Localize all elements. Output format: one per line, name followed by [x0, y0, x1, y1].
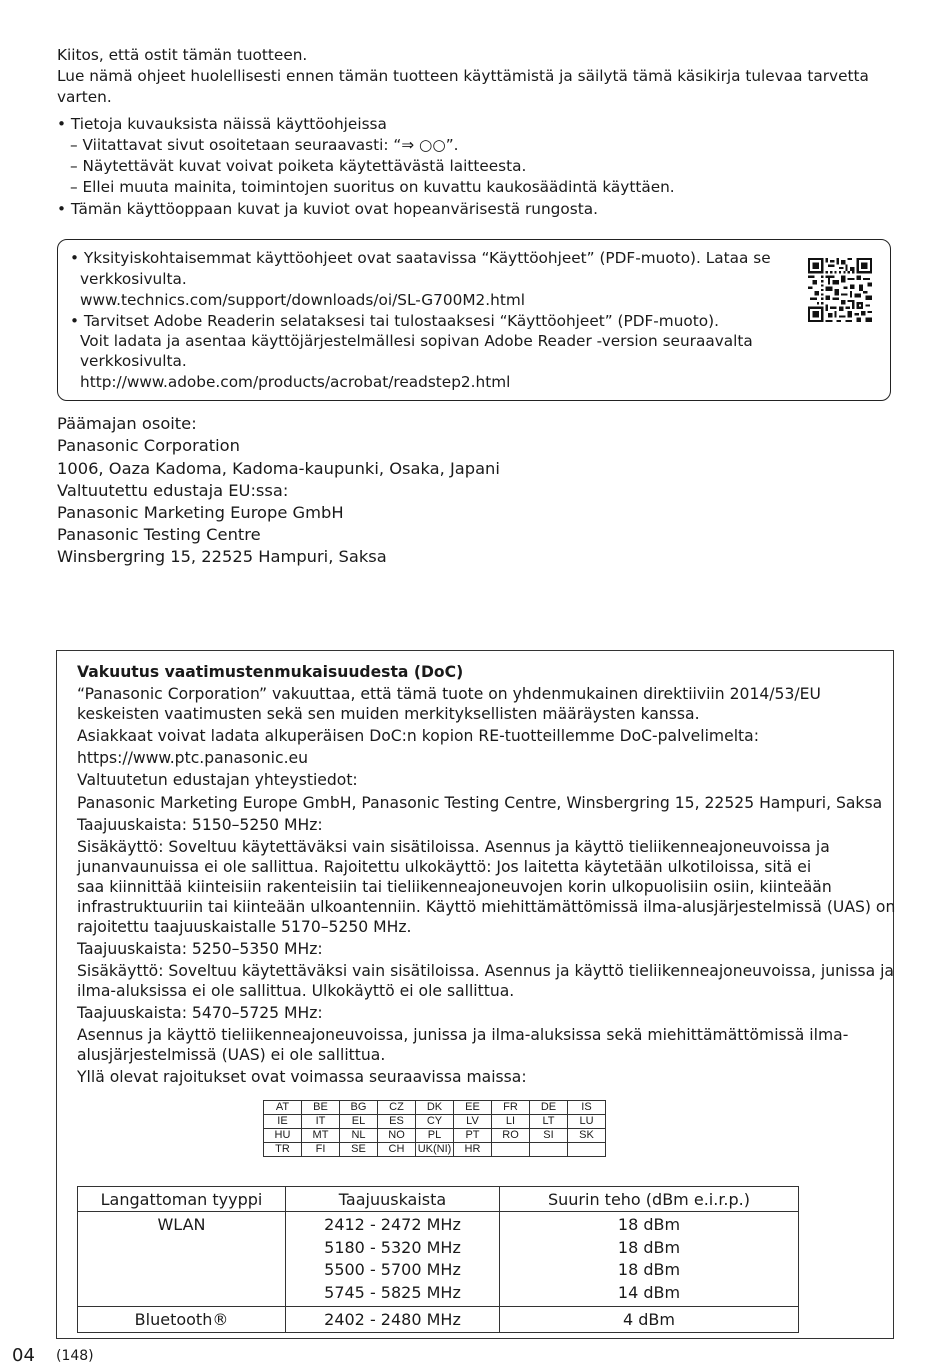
- col-header-type: Langattoman tyyppi: [78, 1187, 286, 1212]
- info-line-2: verkkosivulta.: [80, 270, 187, 288]
- col-header-band: Taajuuskaista: [286, 1187, 500, 1212]
- wireless-type-label: Bluetooth®: [134, 1310, 229, 1329]
- power-cell: [500, 1212, 799, 1307]
- qr-code-icon: [808, 258, 872, 322]
- table-row-bluetooth: [78, 1307, 799, 1333]
- country-cell: LV: [454, 1115, 492, 1129]
- band-value: 2412 - 2472 MHz: [324, 1215, 461, 1234]
- country-cell: EE: [454, 1101, 492, 1115]
- doc-link-ptc[interactable]: https://www.ptc.panasonic.eu: [77, 749, 309, 767]
- country-cell: CH: [378, 1143, 416, 1157]
- doc-title: Vakuutus vaatimustenmukaisuudesta (DoC): [77, 663, 464, 681]
- doc-line: Sisäkäyttö: Soveltuu käytettäväksi vain sisätiloissa. Asennus ja käyttö tieliikenneajoneuvoissa ja: [77, 838, 830, 856]
- country-cell: FI: [302, 1143, 340, 1157]
- doc-line: Taajuuskaista: 5470–5725 MHz:: [77, 1004, 323, 1022]
- country-cell: CY: [416, 1115, 454, 1129]
- country-cell: LI: [492, 1115, 530, 1129]
- country-cell: [568, 1143, 606, 1157]
- country-cell: SI: [530, 1129, 568, 1143]
- bullet-silver: • Tämän käyttöoppaan kuvat ja kuviot ovat hopeanvärisestä rungosta.: [57, 200, 598, 218]
- power-cell: [500, 1307, 799, 1333]
- wireless-type-label: WLAN: [157, 1215, 206, 1234]
- doc-line: “Panasonic Corporation” vakuuttaa, että tämä tuote on yhdenmukainen direktiiviin 2014/53/EU: [77, 685, 821, 703]
- band-value: 5500 - 5700 MHz: [324, 1260, 461, 1279]
- country-table: [263, 1100, 606, 1157]
- country-row: [264, 1101, 606, 1115]
- country-cell: UK(NI): [416, 1143, 454, 1157]
- address-eu-street: Winsbergring 15, 22525 Hampuri, Saksa: [57, 547, 387, 566]
- country-cell: LT: [530, 1115, 568, 1129]
- band-value: 5180 - 5320 MHz: [324, 1237, 461, 1257]
- country-cell: FR: [492, 1101, 530, 1115]
- doc-line: ilma-aluksissa ei ole sallittua. Ulkokäyttö ei ole sallittua.: [77, 982, 515, 1000]
- country-cell: BE: [302, 1101, 340, 1115]
- table-row-wlan: [78, 1212, 799, 1307]
- band-value: 5745 - 5825 MHz: [324, 1282, 461, 1302]
- info-line-6: verkkosivulta.: [80, 352, 187, 370]
- intro-line-3: varten.: [57, 88, 112, 106]
- address-street: 1006, Oaza Kadoma, Kadoma-kaupunki, Osaka, Japani: [57, 459, 500, 478]
- address-eu-centre: Panasonic Testing Centre: [57, 525, 261, 544]
- country-cell: CZ: [378, 1101, 416, 1115]
- country-row: [264, 1129, 606, 1143]
- country-cell: SE: [340, 1143, 378, 1157]
- power-value: 18 dBm: [617, 1260, 681, 1279]
- country-cell: AT: [264, 1101, 302, 1115]
- country-cell: TR: [264, 1143, 302, 1157]
- frequency-table: [77, 1186, 799, 1333]
- bullet-descriptions: • Tietoja kuvauksista näissä käyttöohjeissa: [57, 115, 387, 133]
- power-value: 18 dBm: [617, 1237, 681, 1257]
- country-cell: [530, 1143, 568, 1157]
- doc-line: saa kiinnittää kiinteisiin rakenteisiin tai tieliikenneajoneuvojen korin ulkopuolisiin osiin, kiinteään: [77, 878, 832, 896]
- country-cell: NO: [378, 1129, 416, 1143]
- doc-line: keskeisten vaatimusten sekä sen muiden merkityksellisten määräysten kanssa.: [77, 705, 700, 723]
- intro-line-2: Lue nämä ohjeet huolellisesti ennen tämän tuotteen käyttämistä ja säilytä tämä käsikirja tulevaa tarvetta: [57, 67, 869, 85]
- col-header-power: Suurin teho (dBm e.i.r.p.): [500, 1187, 799, 1212]
- country-cell: MT: [302, 1129, 340, 1143]
- doc-line: Taajuuskaista: 5250–5350 MHz:: [77, 940, 323, 958]
- country-cell: DK: [416, 1101, 454, 1115]
- info-line-5: Voit ladata ja asentaa käyttöjärjestelmällesi sopivan Adobe Reader -version seuraavalta: [80, 332, 753, 350]
- country-cell: HR: [454, 1143, 492, 1157]
- doc-line: Yllä olevat rajoitukset ovat voimassa seuraavissa maissa:: [77, 1068, 527, 1086]
- country-row: [264, 1115, 606, 1129]
- frequency-table-header: [78, 1187, 799, 1212]
- address-eu-company: Panasonic Marketing Europe GmbH: [57, 503, 344, 522]
- doc-line: Panasonic Marketing Europe GmbH, Panasonic Testing Centre, Winsbergring 15, 22525 Hampuri, Saksa: [77, 794, 883, 812]
- country-cell: [492, 1143, 530, 1157]
- info-link-adobe[interactable]: http://www.adobe.com/products/acrobat/readstep2.html: [80, 373, 511, 391]
- doc-line: Asiakkaat voivat ladata alkuperäisen DoC:n kopion RE-tuotteillemme DoC-palvelimelta:: [77, 727, 759, 745]
- country-cell: PL: [416, 1129, 454, 1143]
- country-row: [264, 1143, 606, 1157]
- page-number: 04: [12, 1345, 35, 1366]
- band-cell: [286, 1307, 500, 1333]
- country-cell: IS: [568, 1101, 606, 1115]
- country-cell: IT: [302, 1115, 340, 1129]
- doc-line: Sisäkäyttö: Soveltuu käytettäväksi vain sisätiloissa. Asennus ja käyttö tieliikenneajoneuvoissa, junissa ja: [77, 962, 894, 980]
- country-cell: RO: [492, 1129, 530, 1143]
- intro-line-1: Kiitos, että ostit tämän tuotteen.: [57, 46, 308, 64]
- country-cell: EL: [340, 1115, 378, 1129]
- doc-line: alusjärjestelmissä (UAS) ei ole sallittua.: [77, 1046, 386, 1064]
- country-cell: NL: [340, 1129, 378, 1143]
- doc-line: Asennus ja käyttö tieliikenneajoneuvoissa, junissa ja ilma-aluksissa sekä miehittämättömissä ilma-: [77, 1026, 849, 1044]
- bullet-sub-pages: – Viitattavat sivut osoitetaan seuraavasti: “⇒ ○○”.: [70, 136, 459, 154]
- doc-line: junanvaunuissa ei ole sallittua. Rajoitettu ulkokäyttö: Jos laitetta käytetään ulkotiloissa, sitä ei: [77, 858, 812, 876]
- info-link-technics[interactable]: www.technics.com/support/downloads/oi/SL-G700M2.html: [80, 291, 525, 309]
- address-hq-label: Päämajan osoite:: [57, 414, 197, 433]
- doc-line: Taajuuskaista: 5150–5250 MHz:: [77, 816, 323, 834]
- country-cell: DE: [530, 1101, 568, 1115]
- power-value: 4 dBm: [623, 1310, 675, 1329]
- band-cell: [286, 1212, 500, 1307]
- info-line-4: • Tarvitset Adobe Readerin selataksesi tai tulostaaksesi “Käyttöohjeet” (PDF-muoto).: [70, 312, 719, 330]
- info-line-1: • Yksityiskohtaisemmat käyttöohjeet ovat saatavissa “Käyttöohjeet” (PDF-muoto). Lataa se: [70, 249, 771, 267]
- country-cell: IE: [264, 1115, 302, 1129]
- doc-line: infrastruktuuriin tai kiinteään ulkoantenniin. Käyttö miehittämättömissä ilma-alusjärjestelmissä (UAS) on: [77, 898, 896, 916]
- country-cell: PT: [454, 1129, 492, 1143]
- country-cell: LU: [568, 1115, 606, 1129]
- band-value: 2402 - 2480 MHz: [324, 1310, 461, 1329]
- country-cell: SK: [568, 1129, 606, 1143]
- power-value: 14 dBm: [617, 1282, 681, 1302]
- address-company: Panasonic Corporation: [57, 436, 240, 455]
- doc-line: Valtuutetun edustajan yhteystiedot:: [77, 771, 358, 789]
- wireless-type: [78, 1307, 286, 1333]
- doc-line: rajoitettu taajuuskaistalle 5170–5250 MHz.: [77, 918, 412, 936]
- country-cell: BG: [340, 1101, 378, 1115]
- bullet-sub-remote: – Ellei muuta mainita, toimintojen suoritus on kuvattu kaukosäädintä käyttäen.: [70, 178, 675, 196]
- country-cell: ES: [378, 1115, 416, 1129]
- wireless-type: [78, 1212, 286, 1307]
- page-reference: (148): [56, 1348, 94, 1364]
- address-eu-rep-label: Valtuutettu edustaja EU:ssa:: [57, 481, 289, 500]
- power-value: 18 dBm: [617, 1215, 681, 1234]
- country-cell: HU: [264, 1129, 302, 1143]
- bullet-sub-images: – Näytettävät kuvat voivat poiketa käytettävästä laitteesta.: [70, 157, 527, 175]
